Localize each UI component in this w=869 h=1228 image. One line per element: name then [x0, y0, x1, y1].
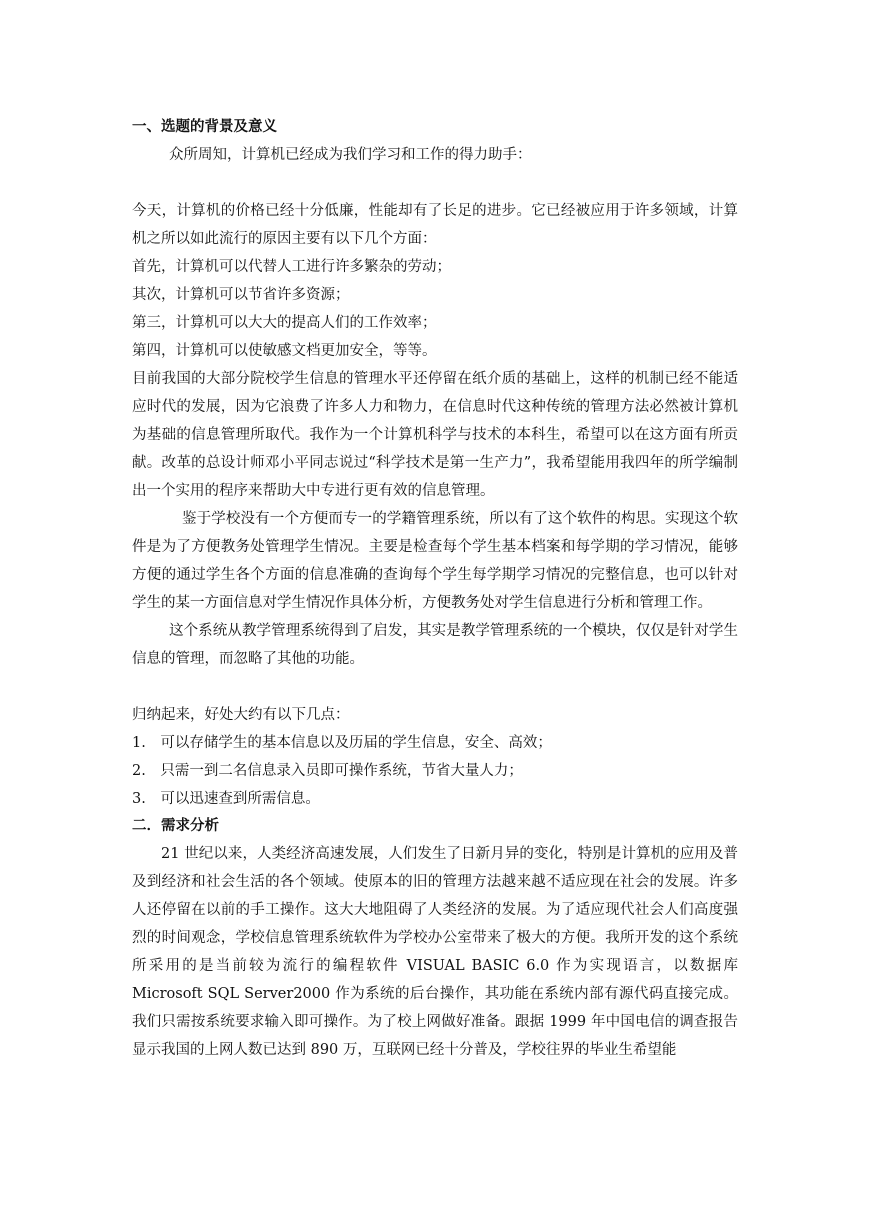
section-1-paragraph-3: 鉴于学校没有一个方便而专一的学籍管理系统，所以有了这个软件的构思。实现这个软件是为了方便教务处管理学生情况。主要是检查每个学生基本档案和每学期的学习情况，能够方便的通过学生各个方面的信息准确的查询每个学生每学期学习情况的完整信息，也可以针对学生的某一方面信息对学生情况作具体分析，方便教务处对学生信息进行分析和管理工作。 — [132, 511, 738, 611]
section-1-paragraph-1: 今天，计算机的价格已经十分低廉，性能却有了长足的进步。它已经被应用于许多领域，计算机之所以如此流行的原因主要有以下几个方面： — [132, 203, 738, 247]
reason-second: 其次，计算机可以节省许多资源； — [132, 287, 350, 303]
list-item: 3. 可以迅速查到所需信息。 — [132, 791, 320, 807]
section-1-paragraph-4: 这个系统从教学管理系统得到了启发，其实是教学管理系统的一个模块，仅仅是针对学生信息的管理，而忽略了其他的功能。 — [132, 623, 738, 667]
blank-line — [132, 169, 738, 197]
section-1-paragraph-2: 目前我国的大部分院校学生信息的管理水平还停留在纸介质的基础上，这样的机制已经不能适应时代的发展，因为它浪费了许多人力和物力，在信息时代这种传统的管理方法必然被计算机为基础的信息管理所取代。我作为一个计算机科学与技术的本科生，希望可以在这方面有所贡献。改革的总设计师邓小平同志说过“科学技术是第一生产力”，我希望能用我四年的所学编制出一个实用的程序来帮助大中专进行更有效的信息管理。 — [132, 371, 738, 499]
document-body — [132, 114, 738, 1064]
list-item: 2. 只需一到二名信息录入员即可操作系统，节省大量人力； — [132, 763, 523, 779]
blank-line — [132, 673, 738, 701]
list-item: 1. 可以存储学生的基本信息以及历届的学生信息，安全、高效； — [132, 735, 552, 751]
section-1-intro: 众所周知，计算机已经成为我们学习和工作的得力助手： — [169, 147, 532, 163]
reason-third: 第三，计算机可以大大的提高人们的工作效率； — [132, 315, 437, 331]
reason-first: 首先，计算机可以代替人工进行许多繁杂的劳动； — [132, 259, 451, 275]
section-1-heading: 一、选题的背景及意义 — [132, 119, 277, 135]
summary-line: 归纳起来，好处大约有以下几点： — [132, 707, 350, 723]
section-2-paragraph-1: 21 世纪以来，人类经济高速发展，人们发生了日新月异的变化，特别是计算机的应用及普及到经济和社会生活的各个领域。使原本的旧的管理方法越来越不适应现在社会的发展。许多人还停留在以前的手工操作。这大大地阻碍了人类经济的发展。为了适应现代社会人们高度强烈的时间观念，学校信息管理系统软件为学校办公室带来了极大的方便。我所开发的这个系统所采用的是当前较为流行的编程软件 VISUAL BASIC 6.0 作为实现语言，以数据库 Microsoft SQL Server2000 作为系统的后台操作，其功能在系统内部有源代码直接完成。我们只需按系统要求输入即可操作。为了校上网做好准备。跟据 1999 年中国电信的调查报告显示我国的上网人数已达到 890 万，互联网已经十分普及，学校往界的毕业生希望能 — [132, 846, 738, 1058]
reason-fourth: 第四，计算机可以使敏感文档更加安全，等等。 — [132, 343, 437, 359]
section-2-heading: 二．需求分析 — [132, 818, 219, 834]
